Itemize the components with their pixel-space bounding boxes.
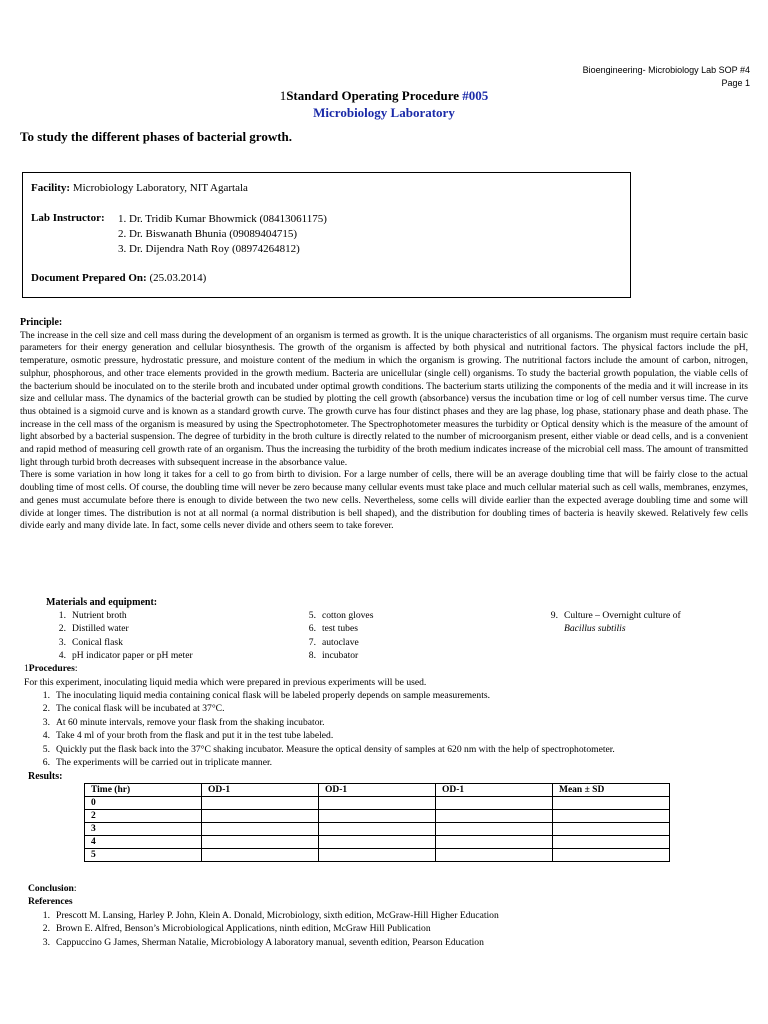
list-item: 7. autoclave (308, 636, 359, 648)
materials-heading: Materials and equipment: (46, 597, 158, 608)
prepared-label: Document Prepared On: (31, 272, 147, 284)
table-header: Time (hr) (85, 784, 202, 797)
principle-paragraph-1: The increase in the cell size and cell mass during the development of an organism is termed as growth. It is the unique characteristics of all organisms. The organism must require certain basic parameters for their energy generation and cellular biosynthesis. The growth of the organism is affected by both physical and nutritional factors. The physical factors include the pH, temperature, osmotic pressure, hydrostatic pressure, and moisture content of the medium in which the organism is growing. The nutritional factors include the amount of carbon, nitrogen, sulphur, phosphorous, and other trace elements provided in the growth medium. Bacteria are unicellular (single cell) organisms. To study the bacterial growth population, the viable cells of the bacterium should be inoculated on to the sterile broth and incubated under optimal growth conditions. The bacterium starts utilizing the components of the media and it will increase in its size and cellular mass. The dynamics of the bacterial growth can be studied by plotting the cell growth (absorbance) versus the incubation time or log of cell number versus time. The curve thus obtained is a sigmoid curve and is known as a standard growth curve. The growth curve has four distinct phases and they are lag phase, log phase, stationary phase and death phase. The increase in the cell mass of the organism is measured by using the Spectrophotometer. The Spectrophotometer measures the turbidity or Optical density which is the measure of the amount of light absorbed by a bacterial suspension. The degree of turbidity in the broth culture is directly related to the number of microorganism present, either viable or dead cells, and is a convenient and rapid method of measuring cell growth rate of an organism. Thus the increasing the turbidity of the broth medium indicates increase of the microbial cell mass. The amount of transmitted light through turbid broth decreases with subsequent increase in the absorbance value. (20, 330, 748, 468)
results-heading: Results: (28, 771, 63, 782)
table-row: 3 (85, 823, 670, 836)
instructor-item: 2. Dr. Biswanath Bhunia (09089404715) (118, 228, 298, 240)
list-item: 4. pH indicator paper or pH meter (58, 650, 193, 662)
organism-name: Bacillus subtilis (564, 623, 626, 635)
sop-title (0, 88, 768, 104)
aim-heading: To study the different phases of bacterial growth. (20, 129, 293, 144)
procedures-intro: For this experiment, inoculating liquid media which were prepared in previous experiments will be used. (24, 677, 427, 688)
title-prefix: 1 (279, 88, 287, 103)
list-item: 3. At 60 minute intervals, remove your flask from the shaking incubator. (42, 716, 325, 728)
procedures-heading: 1Procedures: (24, 663, 78, 674)
references-heading: References (28, 896, 73, 907)
prepared-value: (25.03.2014) (149, 272, 207, 284)
table-row: 0 (85, 797, 670, 810)
list-item: 6. The experiments will be carried out in triplicate manner. (42, 757, 273, 769)
list-item: 9. Culture – Overnight culture of (550, 610, 681, 621)
page-header (583, 64, 750, 90)
results-table (84, 783, 670, 862)
table-header: OD-1 (436, 784, 553, 797)
list-item: 2. The conical flask will be incubated at 37°C. (42, 703, 225, 715)
table-row: 2 (85, 810, 670, 823)
principle-section (20, 317, 748, 533)
facility-value: Microbiology Laboratory, NIT Agartala (72, 182, 248, 194)
instructor-item: 1. Dr. Tridib Kumar Bhowmick (08413061175) (118, 213, 327, 225)
list-item: 5. cotton gloves (308, 610, 374, 621)
materials-col-2 (294, 609, 373, 663)
principle-heading: Principle: (20, 317, 63, 328)
info-box (22, 172, 631, 298)
materials-col-3 (536, 609, 681, 636)
procedure-steps (28, 689, 615, 769)
page-number: Page 1 (721, 78, 750, 88)
table-header-row (85, 784, 670, 797)
list-item: 5. Quickly put the flask back into the 37°C shaking incubator. Measure the optical density of samples at 620 nm with the help of spectrophotometer. (42, 743, 615, 755)
list-item: 3. Cappuccino G James, Sherman Natalie, Microbiology A laboratory manual, seventh edition, Pearson Education (42, 936, 484, 948)
list-item: 4. Take 4 ml of your broth from the flask and put it in the test tube labeled. (42, 730, 334, 742)
sop-number: #005 (462, 88, 489, 103)
instructor-item: 3. Dr. Dijendra Nath Roy (08974264812) (118, 243, 300, 255)
list-item: 6. test tubes (308, 623, 358, 635)
conclusion-heading: Conclusion: (28, 883, 77, 894)
facility-label: Facility: (31, 182, 71, 194)
prepared-row (31, 272, 206, 284)
list-item: 2. Brown E. Alfred, Benson’s Microbiological Applications, ninth edition, McGraw Hill Publication (42, 923, 431, 935)
materials-col-1 (44, 609, 193, 663)
table-row: 4 (85, 836, 670, 849)
list-item: 2. Distilled water (58, 623, 129, 635)
title-label: Standard Operating Procedure (286, 88, 463, 103)
instructor-label: Lab Instructor: (31, 212, 105, 224)
list-item: 1. Prescott M. Lansing, Harley P. John, Klein A. Donald, Microbiology, sixth edition, McGraw-Hill Higher Education (42, 910, 499, 921)
references-list (28, 909, 499, 949)
list-item: 1. Nutrient broth (58, 610, 127, 621)
facility-row (31, 182, 248, 194)
doc-reference: Bioengineering- Microbiology Lab SOP #4 (582, 65, 750, 75)
table-row: 5 (85, 849, 670, 862)
list-item: 1. The inoculating liquid media containing conical flask will be labeled properly depends on sample measurements. (42, 690, 490, 701)
list-item: 3. Conical flask (58, 636, 123, 648)
principle-paragraph-2: There is some variation in how long it takes for a cell to go from birth to division. For a large number of cells, there will be an average doubling time that will be fairly close to the actual doubling time of most cells. Of course, the doubling time will never be zero because many cellular events must take place and much cellular material such as cell walls, membranes, enzymes, and genes must accumulate before there is enough to divide between the two new cells. Nevertheless, some cells will divide earlier than the expected average doubling time and some will divide at longer times. The distribution is not at all normal (a normal distribution is bell shaped), and the distribution for doubling times of bacteria is heavily skewed. Relatively few cells divide early and many divide late. In fact, some cells never divide and others seem to take forever. (20, 470, 748, 532)
sop-subtitle: Microbiology Laboratory (313, 105, 455, 120)
instructor-row (31, 212, 105, 224)
table-header: OD-1 (202, 784, 319, 797)
list-item: 8. incubator (308, 650, 359, 662)
table-header: Mean ± SD (553, 784, 670, 797)
instructor-list (118, 212, 327, 257)
table-header: OD-1 (319, 784, 436, 797)
